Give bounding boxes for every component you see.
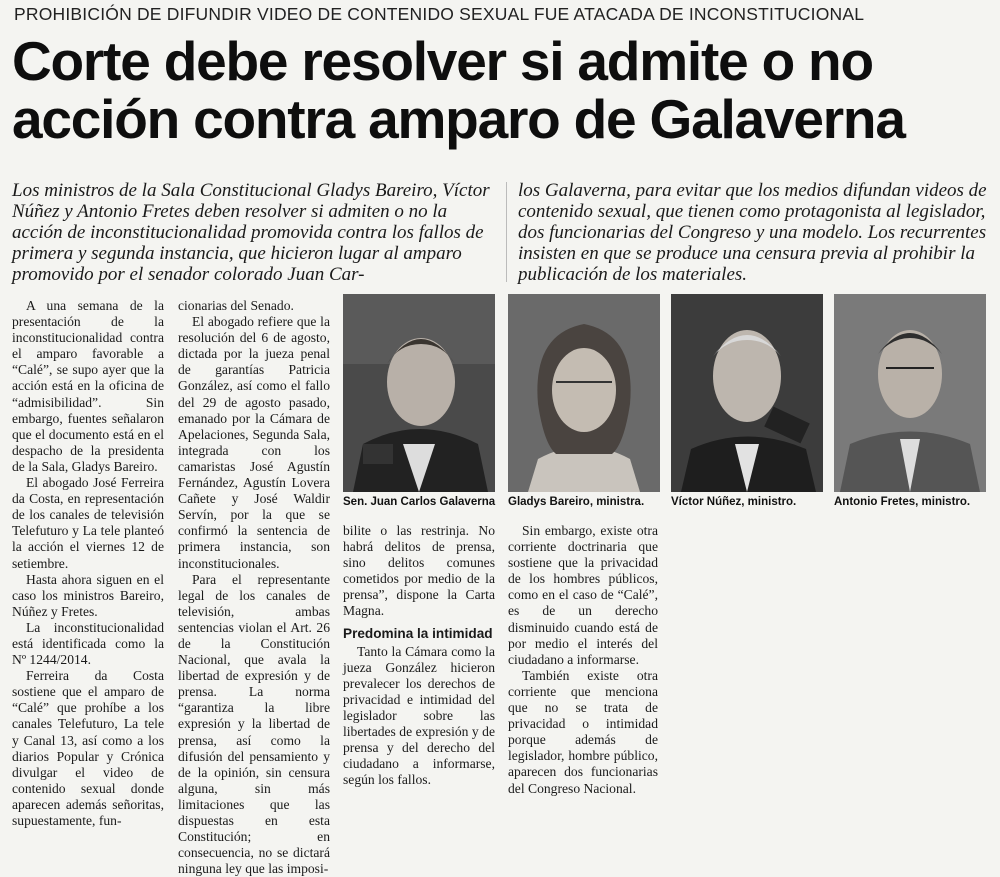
- photo-nunez: [671, 294, 823, 492]
- paragraph: Hasta ahora siguen en el caso los ministros Bareiro, Núñez y Fretes.: [12, 571, 164, 619]
- paragraph: Ferreira da Costa sostiene que el amparo de “Calé” que prohíbe a los canales Telefuturo, La tele y Canal 13, así como a los diarios Popular y Crónica divulgar el video de contenido sexual donde aparecen además señoritas, supuestamente, fun-: [12, 668, 164, 828]
- headline: [12, 32, 992, 148]
- paragraph: Tanto la Cámara como la jueza González hicieron prevalecer los derechos de privacidad e intimidad del legislador sobre las libertades de expresión y de prensa y del derecho del ciudadano a informarse, según los fallos.: [343, 643, 495, 788]
- photo-galaverna: [343, 294, 495, 492]
- photo-caption: Gladys Bareiro, ministra.: [508, 496, 645, 508]
- photo-fretes: [834, 294, 986, 492]
- paragraph: La inconstitucionalidad está identificada como la Nº 1244/2014.: [12, 619, 164, 668]
- paragraph: El abogado refiere que la resolución del 6 de agosto, dictada por la jueza penal de garantías Patricia González, así como el fallo del 29 de agosto pasado, emanado por la Cámara de Apelaciones, Segunda Sala, integrada con los camaristas José Agustín Fernández, Agustín Lovera Cañete y José Waldir Servín, por la que se confirmó la sentencia de primera instancia, son inconstitucionales.: [178, 314, 330, 571]
- paragraph: También existe otra corriente que menciona que no se trata de privacidad o intimidad porque además de legislador, hombre público, aparecen dos funcionarias del Congreso Nacional.: [508, 667, 658, 796]
- paragraph: A una semana de la presentación de la inconstitucionalidad contra el amparo favorable a “Calé”, se supo ayer que la acción está en la oficina de “admisibilidad”. Sin embargo, fuentes señalaron que el documento está en el despacho de la presidenta de la Sala, Gladys Bareiro.: [12, 298, 164, 474]
- kicker: PROHIBICIÓN DE DIFUNDIR VIDEO DE CONTENIDO SEXUAL FUE ATACADA DE INCONSTITUCIONAL: [14, 4, 865, 24]
- body-column-3: [343, 523, 495, 789]
- lead-left: Los ministros de la Sala Constitucional Gladys Bareiro, Víctor Núñez y Antonio Fretes deben resolver si admiten o no la acción de inconstitucionalidad promovida contra los fallos de primera y segunda instancia, que hicieron lugar al amparo promovido por el senador colorado Juan Car-: [12, 180, 490, 285]
- headline-line-1: Corte debe resolver si admite o no: [12, 30, 873, 92]
- column-divider: [506, 182, 507, 282]
- paragraph: Para el representante legal de los canales de televisión, ambas sentencias violan el Art. 26 de la Constitución Nacional, que avala la libertad de expresión y de prensa. La norma “garantiza la libre expresión y la libertad de prensa, así como la difusión del pensamiento y de la opinión, sin censura alguna, sin más limitaciones que las dispuestas en esta Constitución; en consecuencia, no se dictará ninguna ley que las imposi-: [178, 571, 330, 877]
- paragraph: El abogado José Ferreira da Costa, en representación de los canales de televisión Telefuturo y La tele planteó la acción el viernes 12 de setiembre.: [12, 475, 164, 571]
- body-column-4: [508, 523, 658, 797]
- paragraph: Sin embargo, existe otra corriente doctrinaria que sostiene que la privacidad de los hombres públicos, como en el caso de “Calé”, es de un derecho disminuido cuando está de por medio el interés del ciudadano a informarse.: [508, 523, 658, 667]
- photo-bareiro: [508, 294, 660, 492]
- photo-caption: Sen. Juan Carlos Galaverna: [343, 496, 496, 508]
- photo-caption: Antonio Fretes, ministro.: [834, 496, 971, 508]
- body-column-1: [12, 298, 164, 829]
- body-column-2: [178, 298, 330, 877]
- headline-line-2: acción contra amparo de Galaverna: [12, 88, 905, 150]
- lead-right: los Galaverna, para evitar que los medios difundan videos de contenido sexual, que tienen como protagonista al legislador, dos funcionarias del Congreso y una modelo. Los recurrentes insisten en que se produce una censura previa al prohibir la publicación de los materiales.: [518, 180, 987, 285]
- paragraph: cionarias del Senado.: [178, 298, 294, 313]
- photo-caption: Víctor Núñez, ministro.: [671, 496, 797, 508]
- subheading: Predomina la intimidad: [343, 625, 493, 641]
- paragraph: bilite o las restrinja. No habrá delitos de prensa, sino delitos comunes cometidos por medio de la prensa”, dispone la Carta Magna.: [343, 523, 495, 619]
